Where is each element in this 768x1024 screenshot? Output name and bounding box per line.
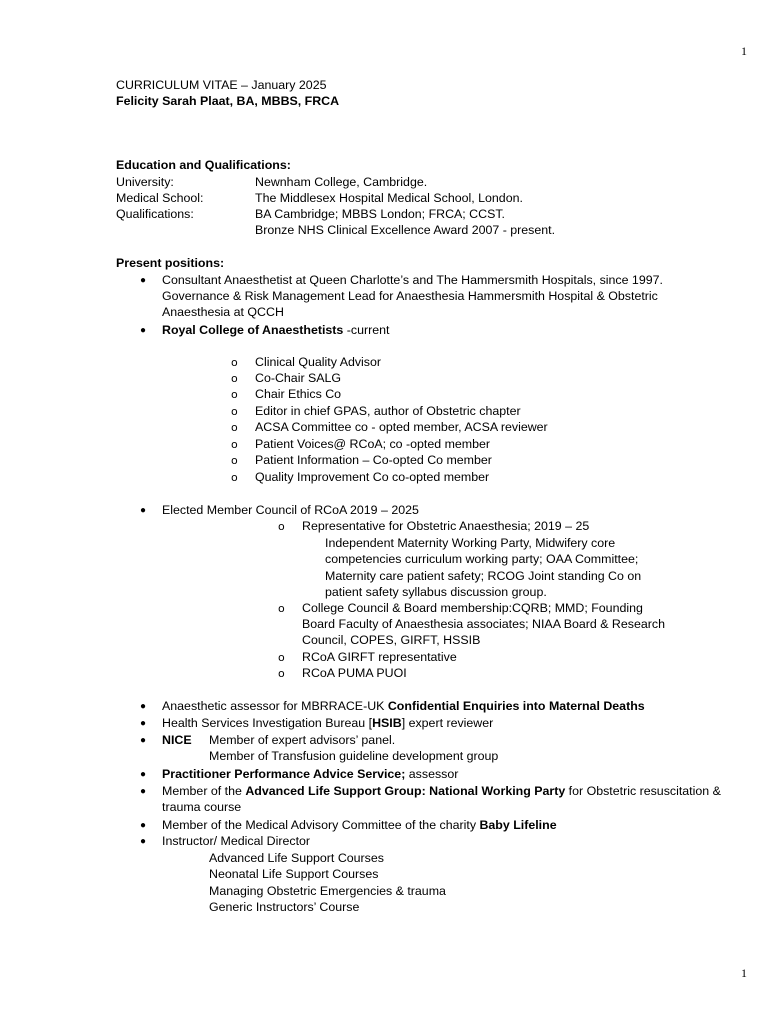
page-number-bottom: 1 [741,966,747,980]
consultant-line: Governance & Risk Management Lead for Anaesthesia Hammersmith Hospital & Obstetric [162,289,658,303]
rcoa-bold: Royal College of Anaesthetists [162,323,344,337]
ppas-text: assessor [405,767,459,781]
als-bold: Advanced Life Support Group: National Working Party [245,784,566,798]
rcoa-item: Chair Ethics Co [255,387,342,401]
bullet-icon: ● [140,786,147,797]
consultant-line: Consultant Anaesthetist at Queen Charlotte’s and The Hammersmith Hospitals, since 1997. [162,273,663,287]
ppas-line [162,766,458,782]
hsib-text: Health Services Investigation Bureau [ [162,716,373,730]
hsib-line [162,715,493,731]
rcoa-item: Clinical Quality Advisor [255,355,382,369]
edu-value: BA Cambridge; MBBS London; FRCA; CCST. [255,207,505,221]
council-subline: competencies curriculum working party; OAA Committee; [325,552,639,566]
circle-bullet-icon: o [231,421,238,434]
rcoa-item: Patient Voices@ RCoA; co -opted member [255,437,491,451]
mbrrace-bold: Confidential Enquiries into Maternal Deaths [387,699,645,713]
hsib-bold: HSIB [372,716,402,730]
bullet-icon: ● [140,769,147,780]
circle-bullet-icon: o [231,388,238,401]
council-subline: patient safety syllabus discussion group. [325,585,547,599]
page-number-top: 1 [741,44,747,58]
edu-value: Bronze NHS Clinical Excellence Award 2007 - present. [255,223,556,237]
bullet-icon: ● [140,836,147,847]
bullet-icon: ● [140,701,147,712]
circle-bullet-icon: o [231,405,238,418]
nice-line: Member of expert advisors’ panel. [209,733,396,747]
council-subline: Independent Maternity Working Party, Midwifery core [325,536,616,550]
baby-lifeline-line [162,817,557,833]
consultant-line: Anaesthesia at QCCH [162,305,284,319]
circle-bullet-icon: o [278,520,285,533]
edu-label: Medical School: [116,191,204,205]
council-line: Elected Member Council of RCoA 2019 – 2025 [162,503,419,517]
council-item-cont: Board Faculty of Anaesthesia associates; NIAA Board & Research [302,617,665,631]
hsib-text: ] expert reviewer [401,716,494,730]
rcoa-item: Co-Chair SALG [255,371,342,385]
bullet-icon: ● [140,505,147,516]
bullet-icon: ● [140,325,147,336]
person-name: Felicity Sarah Plaat, BA, MBBS, FRCA [116,94,340,108]
edu-value: The Middlesex Hospital Medical School, London. [255,191,523,205]
rcoa-item: ACSA Committee co - opted member, ACSA reviewer [255,420,548,434]
course-item: Generic Instructors’ Course [209,900,360,914]
council-item: Representative for Obstetric Anaesthesia; 2019 – 25 [302,519,590,533]
course-item: Neonatal Life Support Courses [209,867,379,881]
als-text: Member of the [162,784,246,798]
council-item: RCoA PUMA PUOI [302,666,407,680]
als-line-cont: trauma course [162,800,242,814]
edu-label: University: [116,175,174,189]
course-item: Managing Obstetric Emergencies & trauma [209,884,446,898]
nice-line: Member of Transfusion guideline development group [209,749,499,763]
rcoa-line [162,322,389,338]
present-positions-heading: Present positions: [116,256,225,270]
council-item: College Council & Board membership:CQRB; MMD; Founding [302,601,643,615]
circle-bullet-icon: o [231,454,238,467]
circle-bullet-icon: o [278,602,285,615]
mbrrace-line [162,698,645,714]
bullet-icon: ● [140,718,147,729]
education-heading: Education and Qualifications: [116,158,291,172]
circle-bullet-icon: o [278,651,285,664]
circle-bullet-icon: o [231,438,238,451]
mbrrace-text: Anaesthetic assessor for MBRRACE-UK [162,699,388,713]
circle-bullet-icon: o [231,372,238,385]
circle-bullet-icon: o [231,471,238,484]
bullet-icon: ● [140,820,147,831]
council-subline: Maternity care patient safety; RCOG Joint standing Co on [325,569,642,583]
document-title: CURRICULUM VITAE – January 2025 [116,78,327,92]
circle-bullet-icon: o [278,667,285,680]
council-item: RCoA GIRFT representative [302,650,457,664]
rcoa-item: Quality Improvement Co co-opted member [255,470,490,484]
baby-lifeline-text: Member of the Medical Advisory Committee of the charity [162,818,480,832]
circle-bullet-icon: o [231,356,238,369]
bullet-icon: ● [140,275,147,286]
ppas-bold: Practitioner Performance Advice Service; [162,767,406,781]
bullet-icon: ● [140,735,147,746]
rcoa-rest: -current [343,323,390,337]
als-line [162,783,721,799]
nice-label: NICE [162,733,192,747]
instructor-line: Instructor/ Medical Director [162,834,311,848]
rcoa-item: Editor in chief GPAS, author of Obstetric chapter [255,404,521,418]
rcoa-item: Patient Information – Co-opted Co member [255,453,492,467]
course-item: Advanced Life Support Courses [209,851,384,865]
council-item-cont: Council, COPES, GIRFT, HSSIB [302,633,481,647]
edu-label: Qualifications: [116,207,194,221]
baby-lifeline-bold: Baby Lifeline [479,818,557,832]
als-text: for Obstetric resuscitation & [565,784,721,798]
edu-value: Newnham College, Cambridge. [255,175,428,189]
